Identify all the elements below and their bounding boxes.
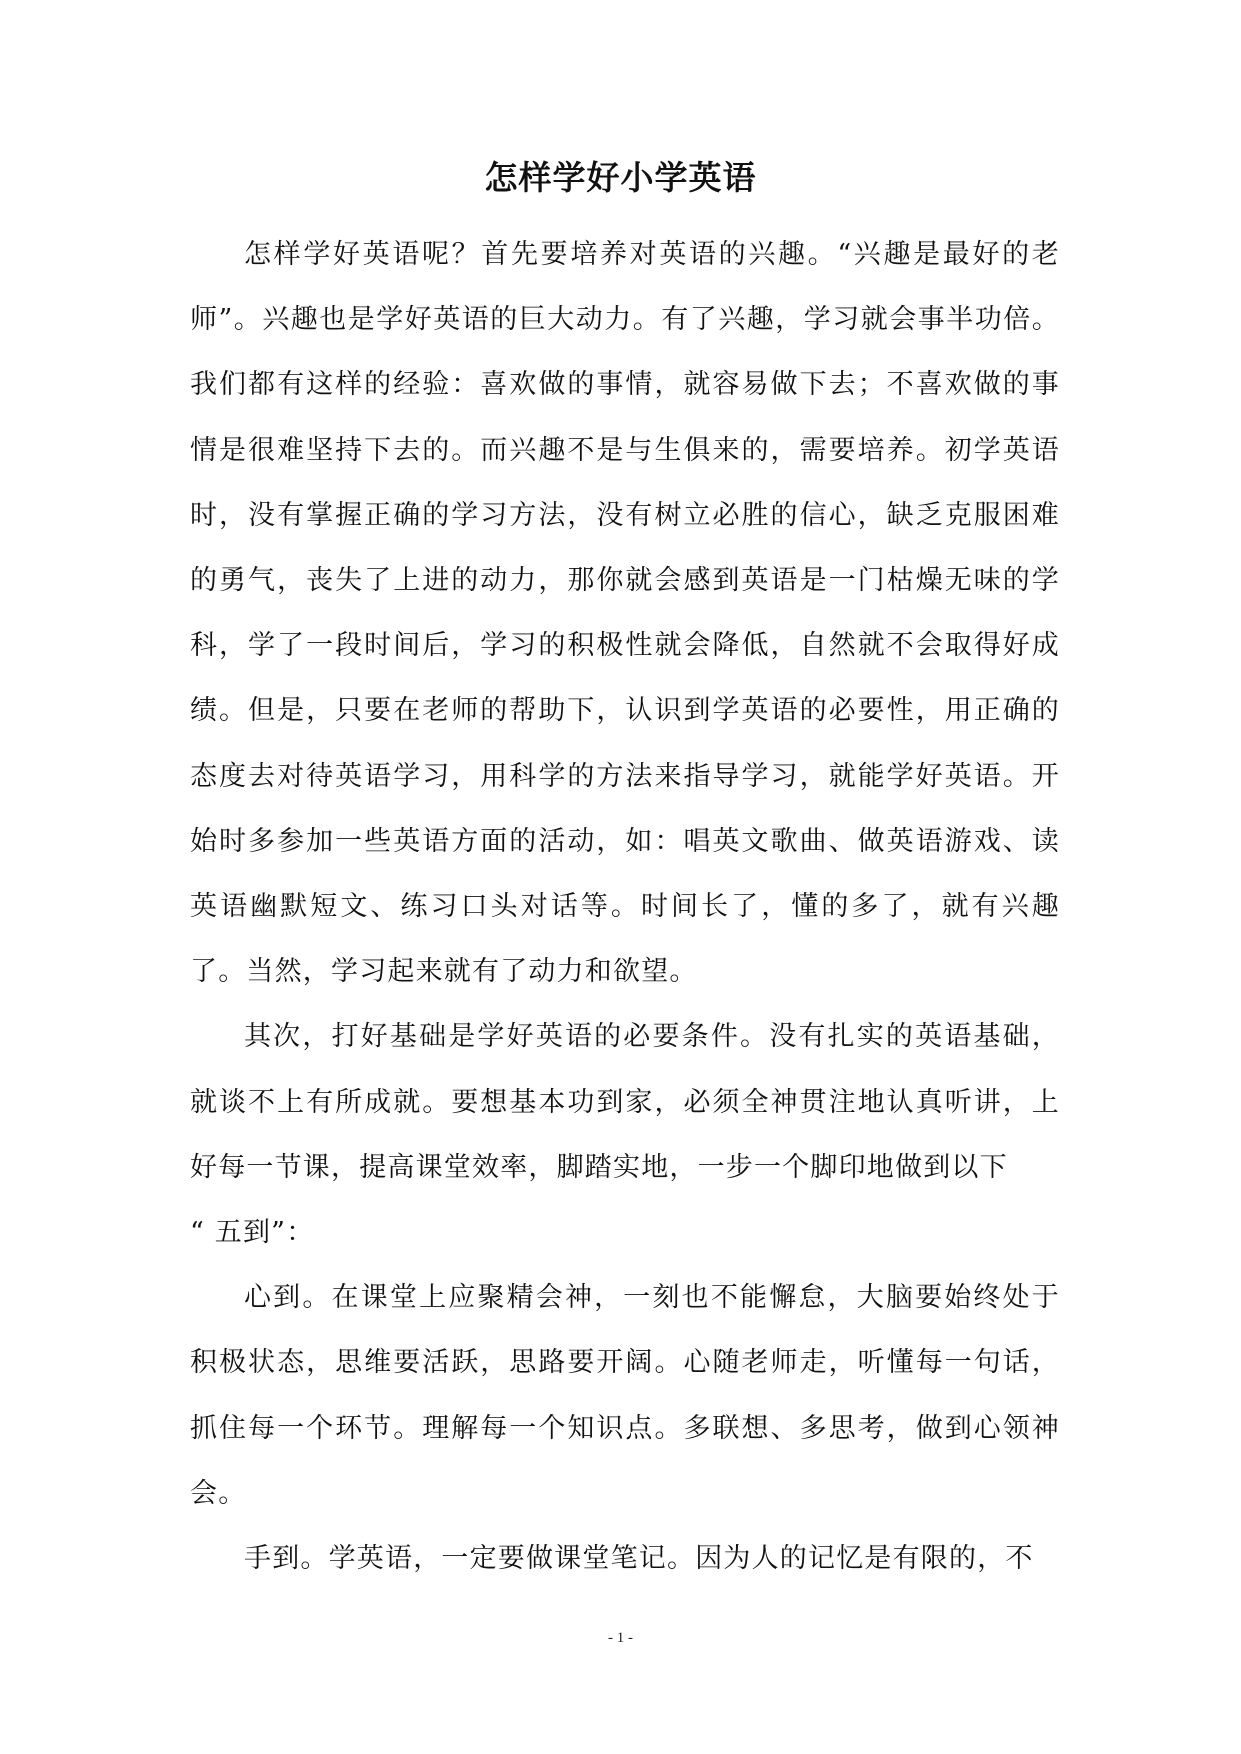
document-body [190, 222, 1060, 1591]
paragraph-hand: 手到。学英语，一定要做课堂笔记。因为人的记忆是有限的，不 [244, 1543, 1034, 1575]
paragraph-heart: 心到。在课堂上应聚精会神，一刻也不能懈怠，大脑要始终处于积极状态，思维要活跃，思路要开阔。心随老师走，听懂每一句话，抓住每一个环节。理解每一个知识点。多联想、多思考，做到心领神会。 [190, 1282, 1060, 1509]
document-title: 怎样学好小学英语 [484, 158, 757, 197]
paragraph-five-points: “ 五到”： [190, 1217, 315, 1249]
paragraph-interest: 怎样学好英语呢？首先要培养对英语的兴趣。“兴趣是最好的老师”。兴趣也是学好英语的巨大动力。有了兴趣，学习就会事半功倍。我们都有这样的经验：喜欢做的事情，就容易做下去；不喜欢做的事情是很难坚持下去的。而兴趣不是与生俱来的，需要培养。初学英语时，没有掌握正确的学习方法，没有树立必胜的信心，缺乏克服困难的勇气，丧失了上进的动力，那你就会感到英语是一门枯燥无味的学科，学了一段时间后，学习的积极性就会降低，自然就不会取得好成绩。但是，只要在老师的帮助下，认识到学英语的必要性，用正确的态度去对待英语学习，用科学的方法来指导学习，就能学好英语。开始时多参加一些英语方面的活动，如：唱英文歌曲、做英语游戏、读英语幽默短文、练习口头对话等。时间长了，懂的多了，就有兴趣了。当然，学习起来就有了动力和欲望。 [190, 239, 1060, 988]
page-number: - 1 - [608, 1630, 633, 1646]
paragraph-foundation: 其次，打好基础是学好英语的必要条件。没有扎实的英语基础，就谈不上有所成就。要想基本功到家，必须全神贯注地认真听讲，上好每一节课，提高课堂效率，脚踏实地，一步一个脚印地做到以下 [190, 1021, 1060, 1183]
